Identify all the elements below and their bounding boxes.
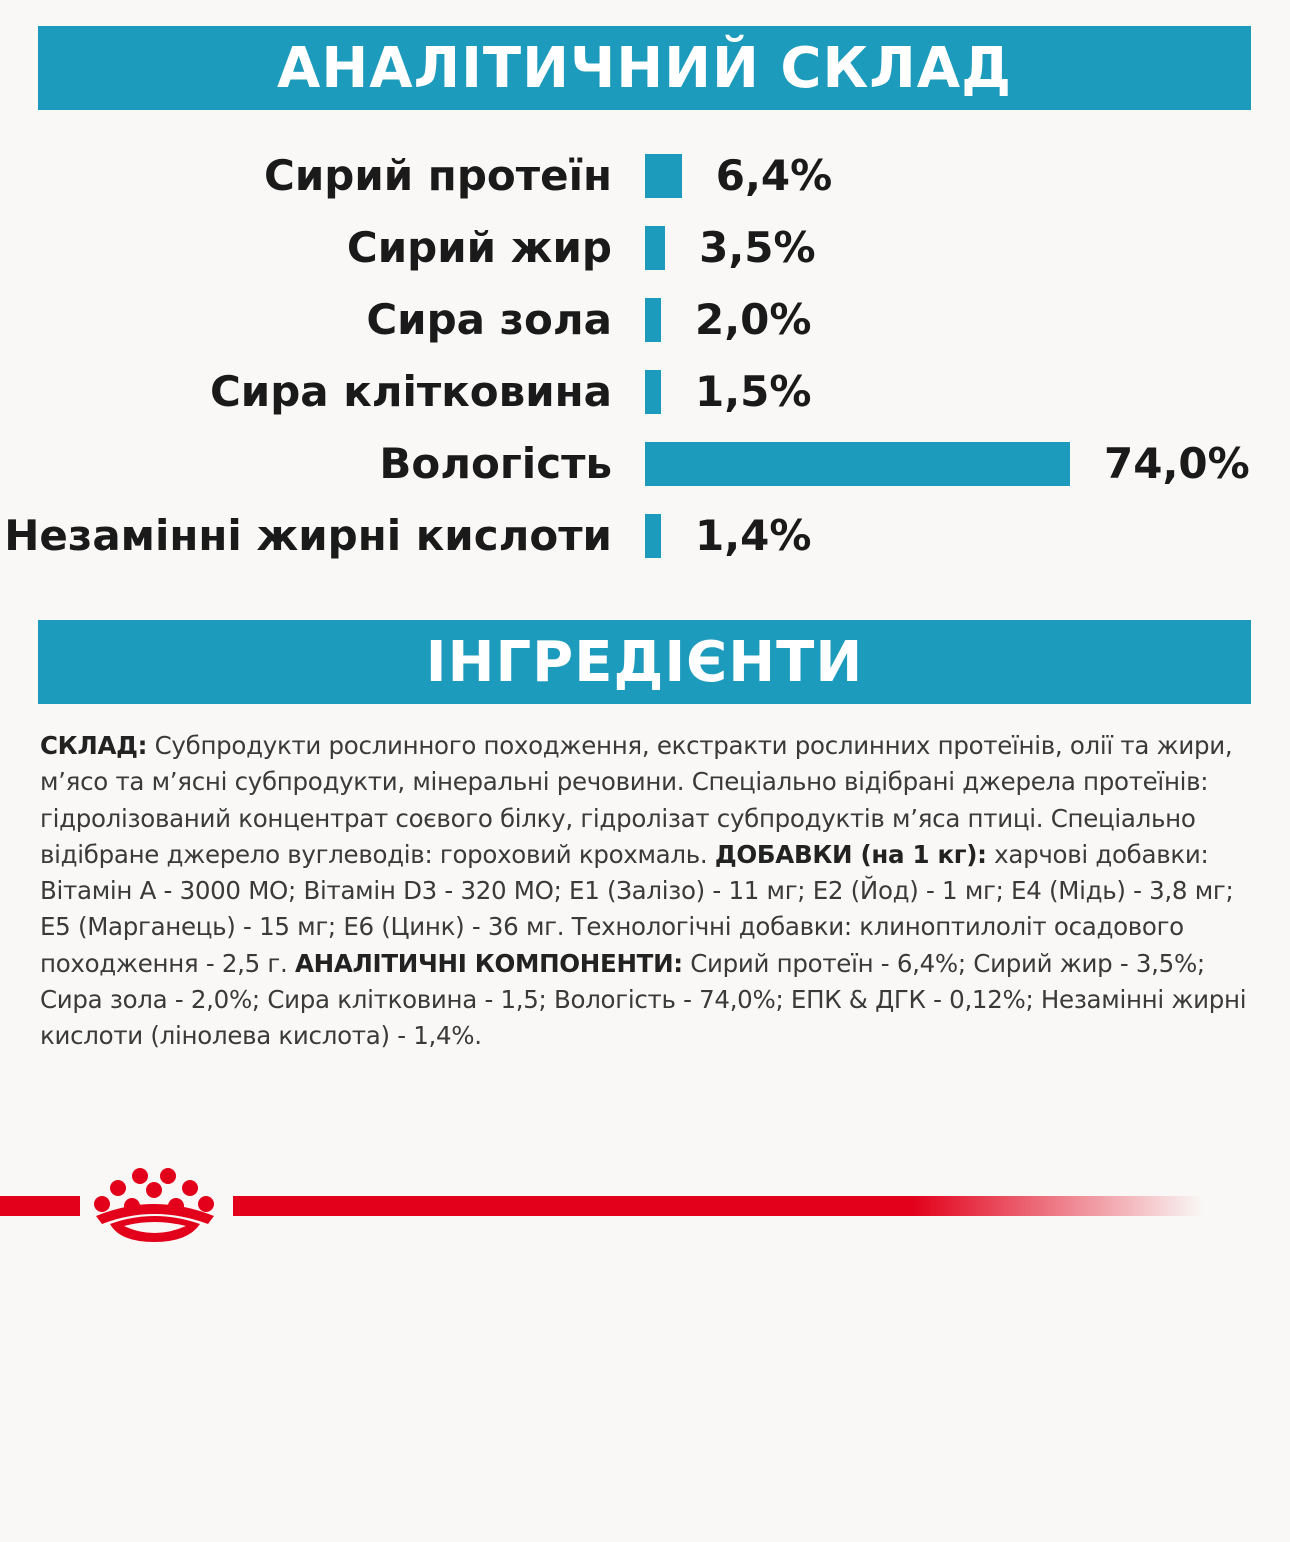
chart-value-label: 6,4% (715, 151, 833, 200)
chart-value-label: 1,5% (695, 367, 812, 416)
chart-category-label: Сирий жир (346, 223, 612, 272)
ingredients-header-banner (38, 620, 1251, 704)
chart-bar (645, 370, 661, 414)
analytic-components-text: Сирий протеїн - 6,4%; Сирий жир - 3,5%; Сира зола - 2,0%; Сира клітковина - 1,5; Вологість - 74,0%; ЕПК & ДГК - 0,12%; Незамінні жирні кислоти (лінолева кислота) - 1,4%. (40, 948, 1247, 1051)
composition-label: СКЛАД: (40, 731, 148, 760)
chart-category-label: Незамінні жирні кислоти (4, 511, 612, 560)
chart-row (0, 140, 1290, 212)
chart-row (0, 284, 1290, 356)
chart-row (0, 500, 1290, 572)
chart-bar (645, 226, 665, 270)
chart-bar (645, 154, 682, 198)
chart-value-label: 2,0% (695, 295, 812, 344)
chart-category-label: Вологість (379, 439, 612, 488)
chart-bar (645, 298, 661, 342)
chart-category-label: Сирий протеїн (264, 151, 612, 200)
chart-category-label: Сира зола (366, 295, 612, 344)
chart-category-label: Сира клітковина (209, 367, 612, 416)
ingredients-header-title: ІНГРЕДІЄНТИ (425, 629, 864, 695)
chart-bar (645, 514, 661, 558)
chart-row (0, 356, 1290, 428)
analytic-header-banner (38, 26, 1251, 110)
crown-icon (88, 1166, 222, 1242)
footer-red-line-left (0, 1196, 80, 1216)
chart-bar (645, 442, 1070, 486)
chart-row (0, 428, 1290, 500)
chart-value-label: 1,4% (695, 511, 812, 560)
analytic-bar-chart (0, 140, 1290, 580)
chart-value-label: 3,5% (699, 223, 816, 272)
composition-text: Субпродукти рослинного походження, екстракти рослинних протеїнів, олії та жири, м’ясо та м’ясні субпродукти, мінеральні речовини. Спеціально відібрані джерела протеїнів: гідролізований концентрат соєвого білку, гідролізат субпродуктів м’яса птиці. Спеціально відібране джерело вуглеводів: гороховий крохмаль. (40, 731, 1233, 869)
additives-label: ДОБАВКИ (на 1 кг): (714, 839, 987, 869)
footer-red-line-right (233, 1196, 1203, 1216)
chart-row (0, 212, 1290, 284)
chart-value-label: 74,0% (1104, 439, 1250, 488)
analytic-components-label: АНАЛІТИЧНІ КОМПОНЕНТИ: (294, 948, 683, 978)
additives-text: харчові добавки: Вітамін А - 3000 МО; Вітамін D3 - 320 МО; Е1 (Залізо) - 11 мг; Е2 (Йод) - 1 мг; Е4 (Мідь) - 3,8 мг; Е5 (Марганець) - 15 мг; Е6 (Цинк) - 36 мг. Технологічні добавки: клиноптилоліт осадового походження - 2,5 г. (40, 839, 1234, 978)
analytic-header-title: АНАЛІТИЧНИЙ СКЛАД (277, 35, 1012, 101)
ingredients-text (40, 728, 1260, 1055)
